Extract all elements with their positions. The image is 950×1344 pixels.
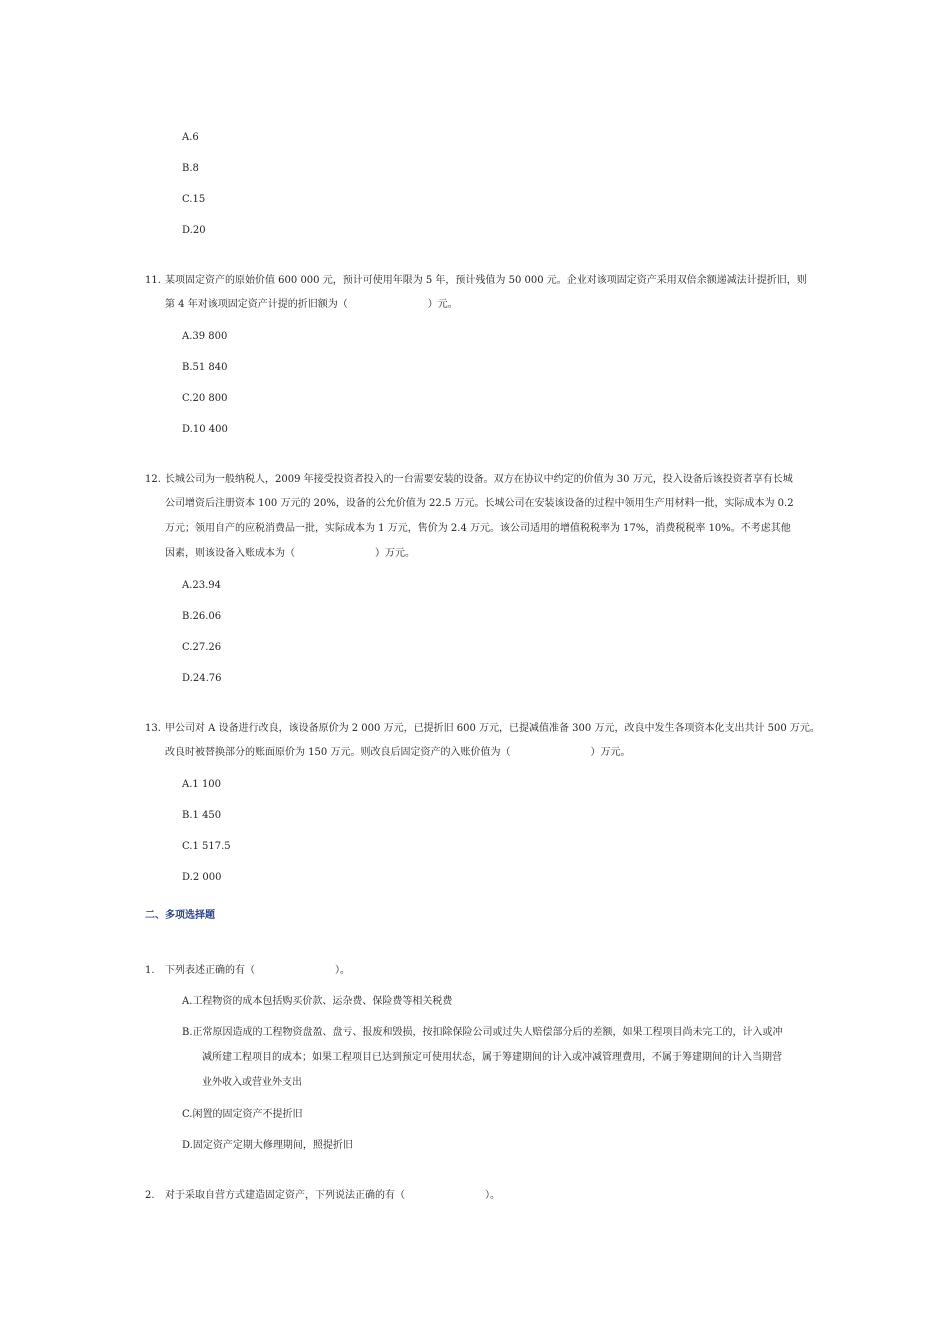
- option-a: A.1 100: [182, 779, 222, 790]
- option-a: A.工程物资的成本包括购买价款、运杂费、保险费等相关税费: [182, 996, 453, 1007]
- question-text-part: 对于采取自营方式建造固定资产，下列说法正确的有（: [165, 1190, 405, 1201]
- option-d: D.10 400: [182, 424, 228, 435]
- question-text-line: [165, 746, 630, 760]
- question-number: 13.: [145, 723, 161, 734]
- question-text-part: 改良时被替换部分的账面原价为 150 万元。则改良后固定资产的入账价值为（: [165, 747, 511, 758]
- question-text-line: 甲公司对 A 设备进行改良，该设备原价为 2 000 万元，已提折旧 600 万元，已提减值准备 300 万元，改良中发生各项资本化支出共计 500 万元。: [165, 723, 820, 734]
- question-text-line: 万元；领用自产的应税消费品一批，实际成本为 1 万元，售价为 2.4 万元。该公司适用的增值税税率为 17%，消费税税率 10%。不考虑其他: [165, 523, 791, 534]
- question-number: 12.: [145, 474, 161, 485]
- option-c: C.1 517.5: [182, 841, 231, 852]
- question-text-part: ）元。: [427, 299, 458, 310]
- question-text-part: ）。: [485, 1190, 500, 1201]
- option-d: D.24.76: [182, 673, 222, 684]
- option-c: C.20 800: [182, 393, 228, 404]
- option-b: B.51 840: [182, 362, 228, 373]
- question-text-line: 某项固定资产的原始价值 600 000 元，预计可使用年限为 5 年，预计残值为 50 000 元。企业对该项固定资产采用双倍余额递减法计提折旧，则: [165, 275, 807, 286]
- question-text-line: [165, 547, 415, 561]
- question-text-part: ）万元。: [590, 747, 631, 758]
- option-d: D.20: [182, 225, 206, 236]
- option-b: B.8: [182, 163, 199, 174]
- option-a: A.23.94: [182, 580, 222, 591]
- question-text-part: 因素，则该设备入账成本为（: [165, 548, 295, 559]
- option-b-continued: 减所建工程项目的成本；如果工程项目已达到预定可使用状态，属于筹建期间的计入或冲减管理费用，不属于筹建期间的计入当期营: [202, 1052, 782, 1063]
- question-number: 1.: [145, 965, 155, 976]
- option-d: D.2 000: [182, 872, 222, 883]
- option-b-continued: 业外收入或营业外支出: [202, 1077, 302, 1088]
- question-text-line: [165, 964, 350, 978]
- option-c: C.27.26: [182, 642, 222, 653]
- question-text-line: 公司增资后注册资本 100 万元的 20%，设备的公允价值为 22.5 万元。长城公司在安装该设备的过程中领用生产用材料一批，实际成本为 0.2: [165, 498, 794, 509]
- question-text-line: [165, 1189, 500, 1203]
- section-title: 二、多项选择题: [145, 910, 215, 921]
- question-text-line: [165, 298, 458, 312]
- question-text-line: 长城公司为一般纳税人，2009 年接受投资者投入的一台需要安装的设备。双方在协议中约定的价值为 30 万元，投入设备后该投资者享有长城: [165, 474, 793, 485]
- option-a: A.39 800: [182, 331, 228, 342]
- option-a: A.6: [182, 132, 199, 143]
- question-number: 2.: [145, 1190, 155, 1201]
- option-b: B.1 450: [182, 810, 222, 821]
- option-b: B.正常原因造成的工程物资盘盈、盘亏、报废和毁损，按扣除保险公司或过失人赔偿部分后的差额，如果工程项目尚未完工的，计入或冲: [182, 1027, 783, 1038]
- question-number: 11.: [145, 275, 161, 286]
- question-text-part: ）。: [335, 965, 350, 976]
- question-text-part: 下列表述正确的有（: [165, 965, 255, 976]
- option-d: D.固定资产定期大修理期间，照提折旧: [182, 1140, 353, 1151]
- question-text-part: ）万元。: [375, 548, 415, 559]
- question-text-part: 第 4 年对该项固定资产计提的折旧额为（: [165, 299, 348, 310]
- option-c: C.闲置的固定资产不提折旧: [182, 1109, 303, 1120]
- option-c: C.15: [182, 194, 206, 205]
- option-b: B.26.06: [182, 611, 222, 622]
